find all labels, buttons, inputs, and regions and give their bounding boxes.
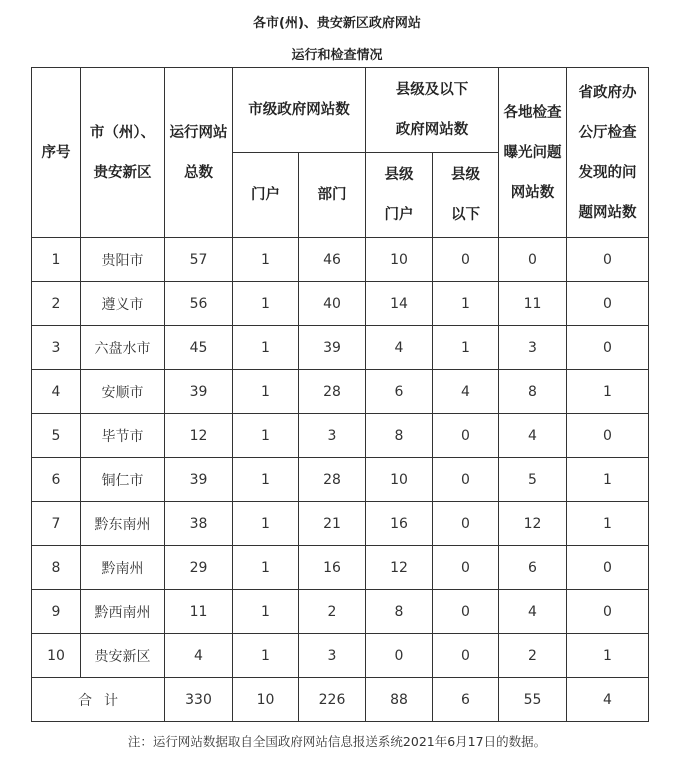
header-prov-line2: 公厅检查	[578, 124, 637, 141]
cell-total: 29	[165, 546, 233, 590]
header-prov-line4: 题网站数	[578, 204, 637, 221]
cell-county-portal: 12	[366, 546, 433, 590]
total-cell-county-portal: 88	[366, 678, 433, 722]
cell-portal: 1	[233, 590, 299, 634]
cell-prov: 0	[567, 282, 649, 326]
header-prov-line1: 省政府办	[578, 84, 637, 101]
cell-seq: 3	[32, 326, 81, 370]
header-local-line1: 各地检查	[503, 104, 562, 121]
cell-prov: 0	[567, 326, 649, 370]
total-cell-local: 55	[499, 678, 567, 722]
header-county-portal	[366, 153, 433, 238]
cell-prov: 1	[567, 502, 649, 546]
cell-dept: 39	[299, 326, 366, 370]
cell-local: 12	[499, 502, 567, 546]
cell-county-portal: 4	[366, 326, 433, 370]
cell-dept: 3	[299, 634, 366, 678]
header-below	[433, 153, 499, 238]
cell-below: 1	[433, 282, 499, 326]
header-total-line2: 总数	[184, 164, 213, 181]
cell-seq: 1	[32, 238, 81, 282]
table-row	[32, 502, 649, 546]
table-row	[32, 634, 649, 678]
header-below-line1: 县级	[451, 167, 480, 183]
cell-local: 5	[499, 458, 567, 502]
cell-name: 黔南州	[81, 546, 165, 590]
cell-portal: 1	[233, 370, 299, 414]
header-city-line2: 贵安新区	[93, 164, 152, 181]
header-prov-line3: 发现的问	[578, 164, 637, 181]
cell-dept: 28	[299, 370, 366, 414]
cell-portal: 1	[233, 238, 299, 282]
cell-county-portal: 6	[366, 370, 433, 414]
total-cell-portal: 10	[233, 678, 299, 722]
cell-seq: 10	[32, 634, 81, 678]
cell-prov: 0	[567, 238, 649, 282]
table-title-line2: 运行和检查情况	[291, 48, 383, 63]
table-row	[32, 326, 649, 370]
header-total	[165, 68, 233, 238]
cell-local: 0	[499, 238, 567, 282]
website-stats-table	[31, 67, 649, 722]
cell-below: 0	[433, 238, 499, 282]
cell-total: 39	[165, 458, 233, 502]
cell-seq: 4	[32, 370, 81, 414]
header-county-line1: 县级及以下	[395, 82, 469, 98]
cell-county-portal: 8	[366, 590, 433, 634]
cell-total: 12	[165, 414, 233, 458]
total-cell-dept: 226	[299, 678, 366, 722]
cell-below: 0	[433, 502, 499, 546]
table-row	[32, 282, 649, 326]
header-county-portal-line2: 门户	[384, 207, 414, 223]
cell-local: 3	[499, 326, 567, 370]
cell-seq: 7	[32, 502, 81, 546]
cell-county-portal: 14	[366, 282, 433, 326]
total-cell-prov: 4	[567, 678, 649, 722]
cell-portal: 1	[233, 546, 299, 590]
header-county-level	[366, 68, 499, 153]
cell-prov: 1	[567, 634, 649, 678]
cell-seq: 8	[32, 546, 81, 590]
header-local-check	[499, 68, 567, 238]
cell-county-portal: 16	[366, 502, 433, 546]
cell-seq: 5	[32, 414, 81, 458]
header-local-line2: 曝光问题	[503, 144, 562, 161]
cell-below: 0	[433, 458, 499, 502]
cell-total: 11	[165, 590, 233, 634]
total-cell-below: 6	[433, 678, 499, 722]
cell-local: 4	[499, 590, 567, 634]
cell-total: 4	[165, 634, 233, 678]
cell-prov: 0	[567, 414, 649, 458]
cell-seq: 2	[32, 282, 81, 326]
cell-portal: 1	[233, 634, 299, 678]
cell-county-portal: 10	[366, 458, 433, 502]
cell-dept: 46	[299, 238, 366, 282]
cell-local: 2	[499, 634, 567, 678]
cell-dept: 2	[299, 590, 366, 634]
table-row	[32, 546, 649, 590]
cell-total: 38	[165, 502, 233, 546]
header-dept: 部门	[299, 153, 366, 238]
header-prov-check	[567, 68, 649, 238]
cell-seq: 6	[32, 458, 81, 502]
cell-name: 安顺市	[81, 370, 165, 414]
cell-name: 贵安新区	[81, 634, 165, 678]
cell-local: 4	[499, 414, 567, 458]
table-note: 注：运行网站数据取自全国政府网站信息报送系统2021年6月17日的数据。	[127, 734, 547, 749]
table-row	[32, 458, 649, 502]
cell-prov: 0	[567, 546, 649, 590]
cell-county-portal: 10	[366, 238, 433, 282]
cell-total: 56	[165, 282, 233, 326]
cell-prov: 1	[567, 458, 649, 502]
cell-dept: 3	[299, 414, 366, 458]
table-row	[32, 370, 649, 414]
cell-portal: 1	[233, 326, 299, 370]
cell-prov: 1	[567, 370, 649, 414]
cell-total: 39	[165, 370, 233, 414]
cell-name: 黔西南州	[81, 590, 165, 634]
header-city-level: 市级政府网站数	[233, 68, 366, 153]
cell-county-portal: 8	[366, 414, 433, 458]
table-title-line1: 各市(州)、贵安新区政府网站	[253, 16, 421, 31]
cell-below: 0	[433, 590, 499, 634]
header-total-line1: 运行网站	[169, 124, 228, 141]
cell-portal: 1	[233, 458, 299, 502]
header-seq: 序号	[32, 68, 81, 238]
cell-below: 1	[433, 326, 499, 370]
cell-name: 贵阳市	[81, 238, 165, 282]
total-cell-total: 330	[165, 678, 233, 722]
header-county-portal-line1: 县级	[384, 167, 414, 183]
cell-total: 57	[165, 238, 233, 282]
header-below-line2: 以下	[451, 207, 480, 223]
header-city-line1: 市（州）、	[89, 124, 156, 141]
cell-county-portal: 0	[366, 634, 433, 678]
cell-dept: 16	[299, 546, 366, 590]
header-portal: 门户	[233, 153, 299, 238]
table-row	[32, 238, 649, 282]
cell-local: 11	[499, 282, 567, 326]
cell-name: 黔东南州	[81, 502, 165, 546]
cell-below: 0	[433, 546, 499, 590]
header-county-line2: 政府网站数	[395, 122, 469, 138]
header-local-line3: 网站数	[510, 184, 555, 201]
cell-below: 4	[433, 370, 499, 414]
cell-total: 45	[165, 326, 233, 370]
cell-local: 8	[499, 370, 567, 414]
cell-below: 0	[433, 414, 499, 458]
cell-prov: 0	[567, 590, 649, 634]
cell-portal: 1	[233, 282, 299, 326]
cell-name: 六盘水市	[81, 326, 165, 370]
cell-below: 0	[433, 634, 499, 678]
cell-name: 铜仁市	[81, 458, 165, 502]
table-row	[32, 590, 649, 634]
table-row	[32, 414, 649, 458]
cell-seq: 9	[32, 590, 81, 634]
cell-dept: 40	[299, 282, 366, 326]
header-city	[81, 68, 165, 238]
cell-name: 遵义市	[81, 282, 165, 326]
cell-local: 6	[499, 546, 567, 590]
cell-portal: 1	[233, 502, 299, 546]
total-label: 合计	[32, 678, 165, 722]
cell-dept: 21	[299, 502, 366, 546]
cell-dept: 28	[299, 458, 366, 502]
total-row	[32, 678, 649, 722]
cell-name: 毕节市	[81, 414, 165, 458]
cell-portal: 1	[233, 414, 299, 458]
